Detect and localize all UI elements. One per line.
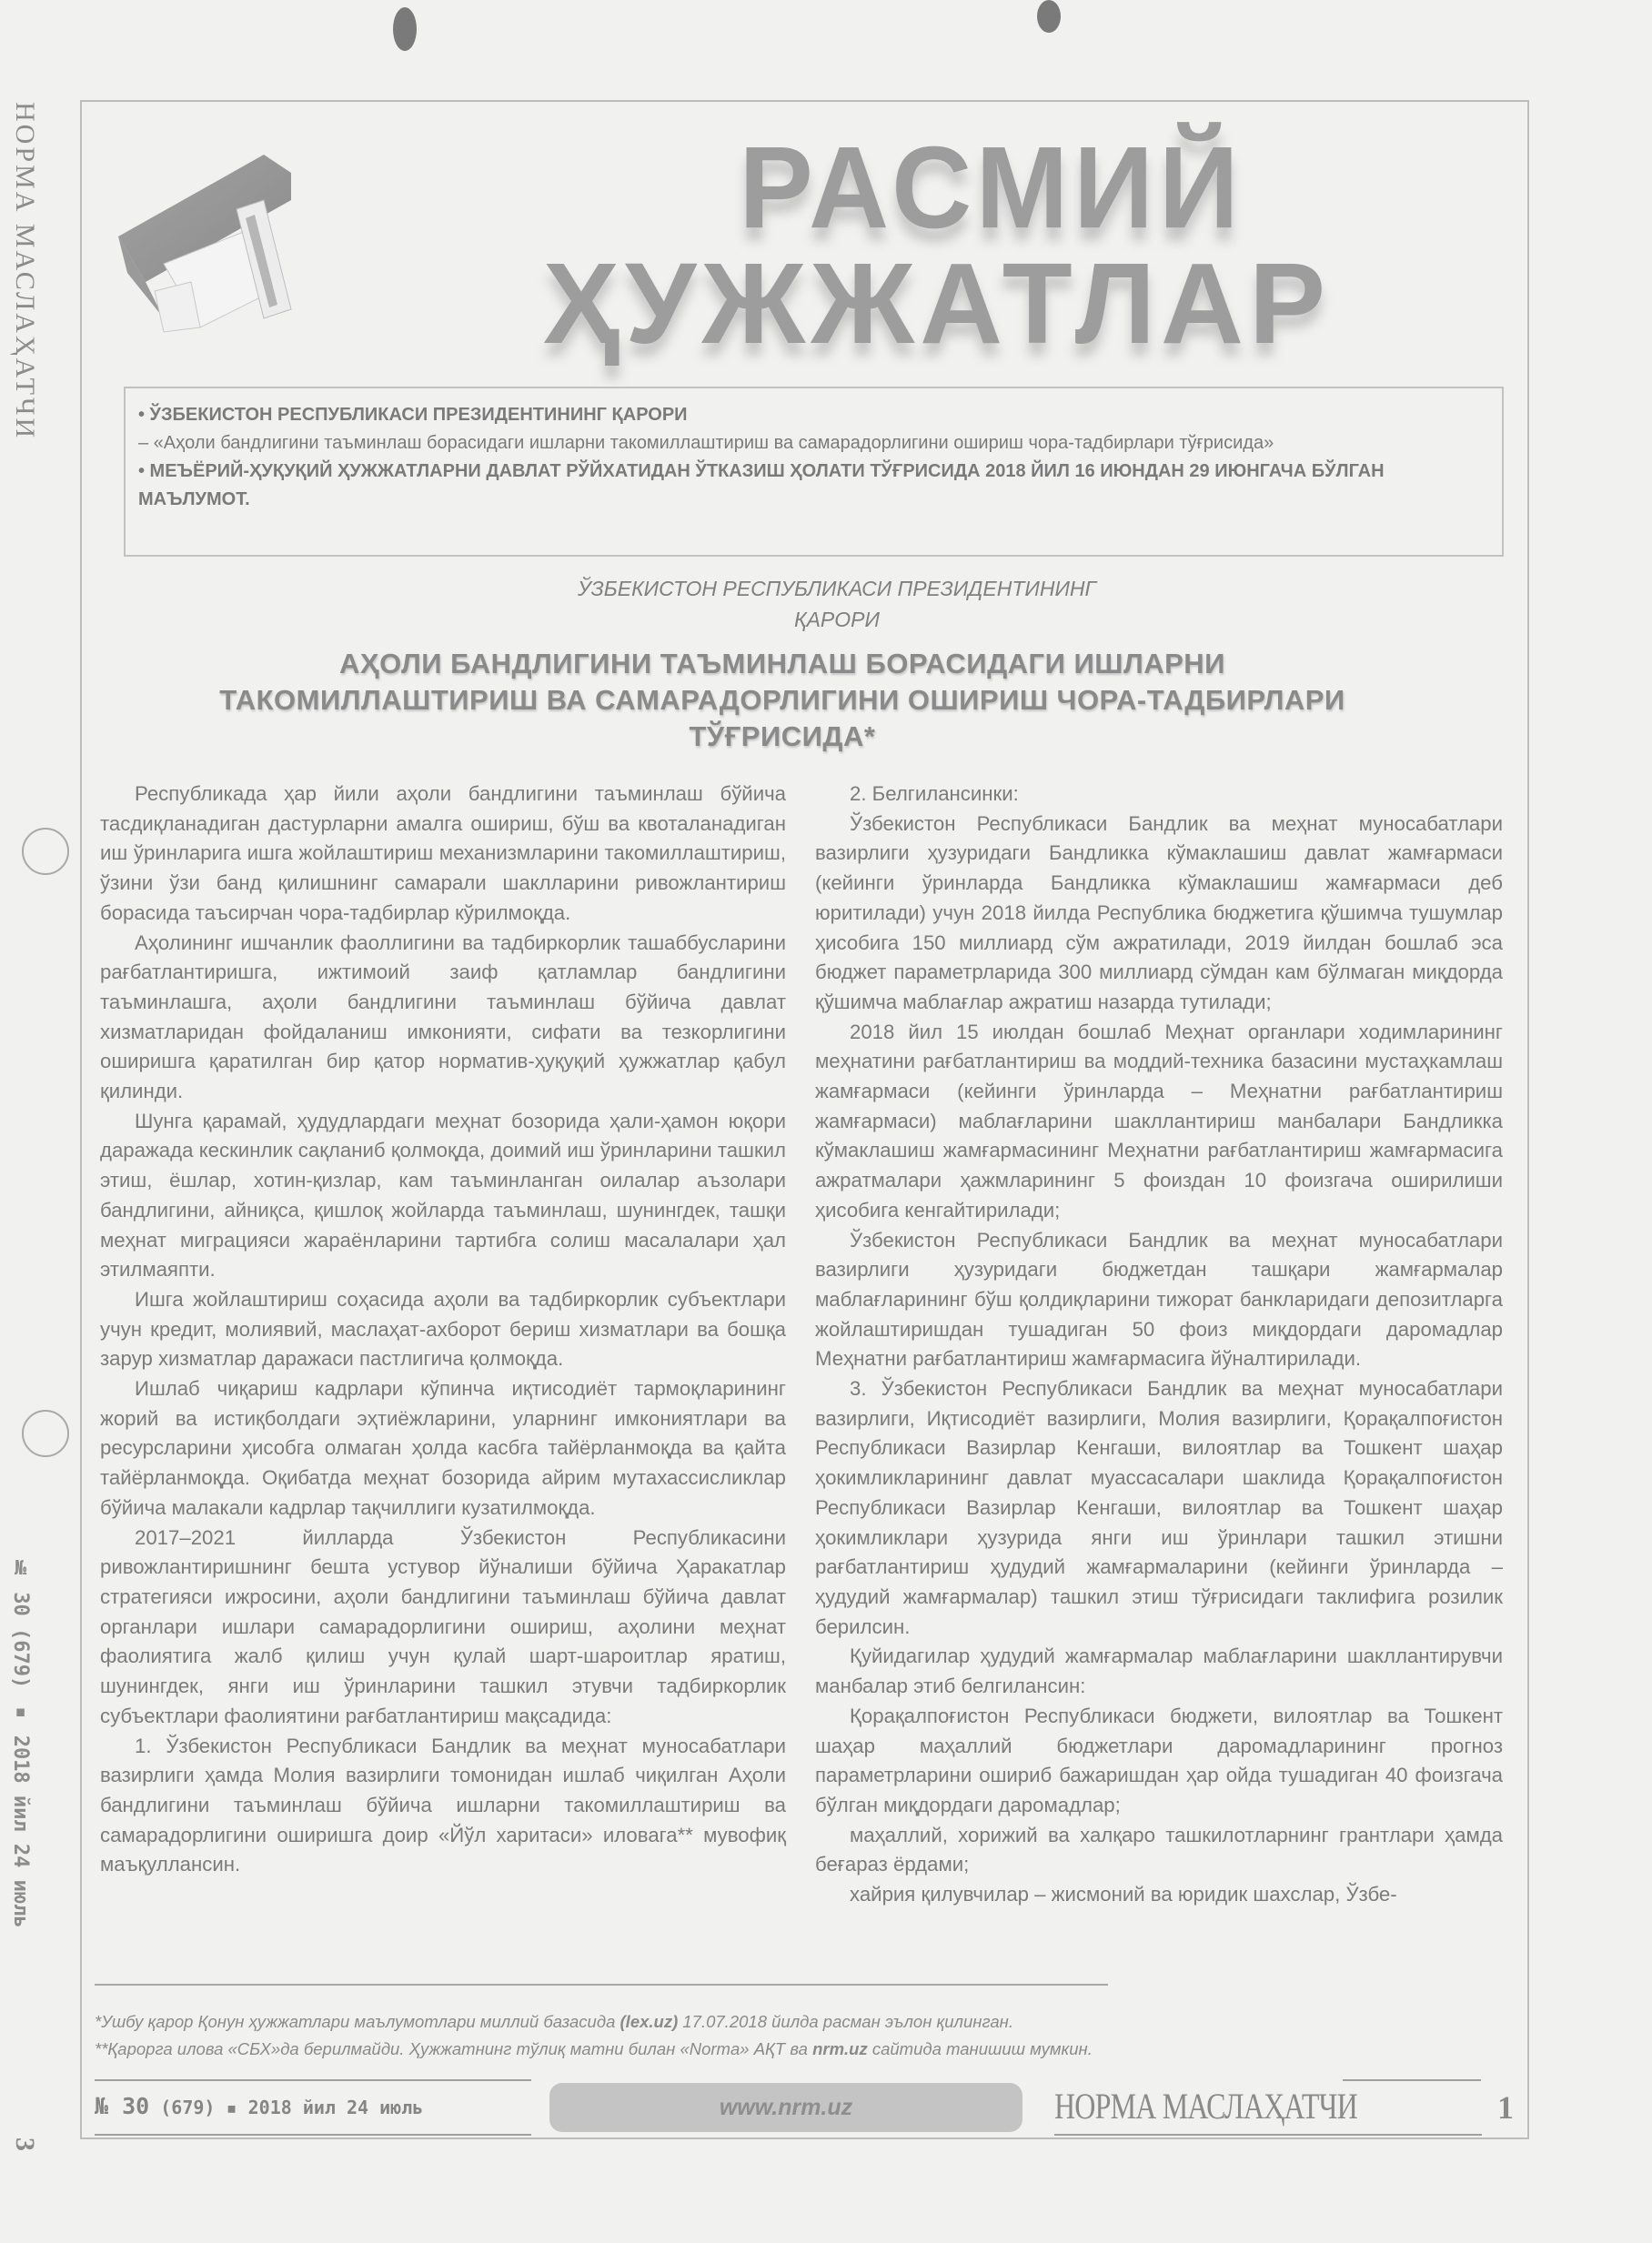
footer-publication-title <box>1054 2079 1482 2136</box>
paragraph: 3. Ўзбекистон Республикаси Бандлик ва меҳнат муносабатлари вазирлиги, Иқтисодиёт вазирлиги, Молия вазирлиги, Қорақалпоғистон Республикаси Вазирлар Кенгаши, вилоятлар ва Тошкент шаҳар ҳокимликларининг давлат муассасалари шаклида Қорақалпоғистон Республикаси Вазирлар Кенгаши, вилоятлар ва Тошкент шаҳар ҳокимликлари ҳузурида янги иш ўринлари ташкил этишни рағбатлантириш ҳудудий жамғармаларини (кейинги ўринларда – ҳудудий жамғармалар) ташкил этиш тўғрисидаги таклифига розилик берилсин. <box>815 1377 1503 1638</box>
section-banner-title <box>400 122 1474 367</box>
footer-issue-total: (679) <box>160 2097 216 2118</box>
paragraph: Ўзбекистон Республикаси Бандлик ва меҳнат муносабатлари вазирлиги ҳузуридаги бюджетдан ташқари жамғармалар маблағларининг бўш қолдиқларини тижорат банкларидаги депозитларга жойлаштиришдан тушадиган 50 фоиз миқдордаги даромадлар Меҳнатни рағбатлантириш жамғармасига йўналтирилади. <box>815 1228 1503 1371</box>
paragraph: 2. Белгилансинки: <box>850 782 1019 805</box>
banner-line-2: ҲУЖЖАТЛАР <box>542 239 1332 367</box>
issuer-line-1: ЎЗБЕКИСТОН РЕСПУБЛИКАСИ ПРЕЗИДЕНТИНИНГ <box>577 577 1097 600</box>
issuer-line-2: ҚАРОРИ <box>794 608 880 631</box>
contents-item-2-heading: • МЕЪЁРИЙ-ҲУҚУҚИЙ ҲУЖЖАТЛАРНИ ДАВЛАТ РЎЙХАТИДАН ЎТКАЗИШ ҲОЛАТИ ТЎҒРИСИДА 2018 ЙИЛ 16 ИЮНДАН 29 ИЮНГАЧА БЎЛГАН МАЪЛУМОТ. <box>138 461 1385 509</box>
document-title: АҲОЛИ БАНДЛИГИНИ ТАЪМИНЛАШ БОРАСИДАГИ ИШЛАРНИ ТАКОМИЛЛАШТИРИШ ВА САМАРАДОРЛИГИНИ ОШИРИШ ЧОРА-ТАДБИРЛАРИ ТЎҒРИСИДА* <box>219 648 1345 752</box>
paragraph: 2017–2021 йилларда Ўзбекистон Республикасини ривожлантиришнинг бешта устувор йўналиши бўйича Ҳаракатлар стратегияси ижросини, аҳоли бандлигини таъминлаш бўйича давлат органлари ишлари самарадорлигини ошириш, аҳолини меҳнат фаолиятига жалб қилиш учун қулай шарт-шароитлар яратиш, шунингдек, янги иш ўринларини ташкил этувчи тадбиркорлик субъектлари фаолиятини рағбатлантириш мақсадида: <box>100 1525 786 1727</box>
paragraph: хайрия қилувчилар – жисмоний ва юридик шахслар, Ўзбе- <box>850 1883 1397 1906</box>
issue-contents-box <box>124 387 1504 557</box>
binder-hole <box>393 7 417 51</box>
footnote-2-text-end: сайтида танишиш мумкин. <box>867 2039 1093 2058</box>
footer-issue-info <box>95 2079 531 2136</box>
footnote-divider <box>95 1984 1108 1986</box>
spine-publication-title: НОРМА МАСЛАҲАТЧИ <box>10 102 40 441</box>
left-text-column <box>100 780 786 1880</box>
paragraph: Республикада ҳар йили аҳоли бандлигини таъминлаш бўйича тасдиқланадиган дастурларни амалга ошириш, бўш ва квоталанадиган иш ўринларига ишга жойлаштириш механизмларини такомиллаштириш, ўзини ўзи банд қилишнинг самарали шаклларини ривожлантириш борасида таъсирчан чора-тадбирлар кўрилмоқда. <box>100 782 786 924</box>
paragraph: Аҳолининг ишчанлик фаоллигини ва тадбиркорлик ташаббусларини рағбатлантиришга, ижтимоий заиф қатламлар бандлигини таъминлашга, аҳоли бандлигини таъминлаш бўйича давлат хизматларидан фойдаланиш имконияти, сифати ва тезкорлигини оширишга қаратилган бир қатор норматив-ҳуқуқий ҳужжатлар қабул қилинди. <box>100 930 786 1103</box>
paragraph: Қуйидагилар ҳудудий жамғармалар маблағларини шакллантирувчи манбалар этиб белгилансин: <box>815 1645 1503 1698</box>
banner-line-1: РАСМИЙ <box>739 122 1244 253</box>
folder-with-papers-icon <box>109 136 346 346</box>
footer-page-number: 1 <box>1497 2089 1514 2126</box>
paragraph: Ишлаб чиқариш кадрлари кўпинча иқтисодиёт тармоқларининг жорий ва истиқболдаги эҳтиёжларини, уларнинг имкониятлари ва ресурсларини ҳисобга олмаган ҳолда касбга тайёрланмоқда ва қайта тайёрланмоқда. Оқибатда меҳнат бозорида айрим мутахассисликлар бўйича малакали кадрлар тақчиллиги кузатилмоқда. <box>100 1377 786 1519</box>
footer-separator: ▪ <box>226 2097 237 2118</box>
footnote-1-text: *Ушбу қарор Қонун ҳужжатлари маълумотлари миллий базасида <box>95 2012 620 2031</box>
paragraph: маҳаллий, хорижий ва халқаро ташкилотларнинг грантлари ҳамда беғараз ёрдами; <box>815 1823 1503 1876</box>
contents-item-1-text: – «Аҳоли бандлигини таъминлаш борасидаги ишларни такомиллаштириш ва самарадорлигини ошириш чора-тадбирлари тўғрисида» <box>138 433 1274 453</box>
spine-issue-info: № 30 (679) ▪ 2018 йил 24 июль <box>9 1557 32 1928</box>
footnote-2-text: **Қарорга илова «СБХ»да берилмайди. Ҳужжатнинг тўлиқ матни билан «Norma» АҚТ ва <box>95 2039 813 2058</box>
paragraph: Қорақалпоғистон Республикаси бюджети, вилоятлар ва Тошкент шаҳар маҳаллий бюджетлари даромадларининг прогноз параметрларини ошириб бажаришдан ҳар ойда тушадиган 40 фоизгача бўлган миқдордаги даромадлар; <box>815 1704 1503 1816</box>
footnote-1-link: (lex.uz) <box>620 2012 679 2031</box>
binder-hole <box>1037 0 1061 33</box>
paragraph: 2018 йил 15 июлдан бошлаб Меҳнат органлари ходимларининг меҳнатини рағбатлантириш ва моддий-техника базасини мустаҳкамлаш жамғармаси (кейинги ўринларда – Меҳнатни рағбатлантириш жамғармаси) маблағларини шакллантириш манбалари Бандликка кўмаклашиш жамғармасининг Меҳнатни рағбатлантириш жамғармасига ажратмалари ҳажмларининг 5 фоиздан 10 фоизгача оширилиши ҳисобига кенгайтирилади; <box>815 1020 1503 1222</box>
right-text-column <box>815 780 1503 1910</box>
footnote-1-text-end: 17.07.2018 йилда расман эълон қилинган. <box>678 2012 1013 2031</box>
spine-page-number: 3 <box>10 2137 40 2151</box>
footer-publication-name: НОРМА МАСЛАҲАТЧИ <box>1054 2086 1357 2127</box>
footer-issue-number: № 30 <box>95 2093 150 2119</box>
footer-date: 2018 йил 24 июль <box>247 2097 424 2118</box>
binder-ring-mark <box>22 828 69 875</box>
footnotes <box>95 2008 1496 2063</box>
contents-item-1-heading: • ЎЗБЕКИСТОН РЕСПУБЛИКАСИ ПРЕЗИДЕНТИНИНГ ҚАРОРИ <box>138 405 688 425</box>
binder-ring-mark <box>22 1410 69 1457</box>
paragraph: Ўзбекистон Республикаси Бандлик ва меҳнат муносабатлари вазирлиги ҳузуридаги Бандликка кўмаклашиш давлат жамғармаси (кейинги ўринларда Бандликка кўмаклашиш жамғармаси деб юритилади) учун 2018 йилда Республика бюджетига қўшимча тушумлар ҳисобига 150 миллиард сўм ажратилади, 2019 йилдан бошлаб эса бюджет параметрларида 300 миллиард сўмдан кам бўлмаган миқдорда қўшимча маблағлар ажратиш назарда тутилади; <box>815 811 1503 1013</box>
footnote-2-link: nrm.uz <box>812 2039 868 2058</box>
footnote-2 <box>95 2036 1496 2063</box>
page-footer <box>95 2079 1514 2136</box>
paragraph: Ишга жойлаштириш соҳасида аҳоли ва тадбиркорлик субъектлари учун кредит, молиявий, маслаҳат-ахборот бериш хизматлари ва бошқа зарур хизматлар даражаси пастлигича қолмоқда. <box>100 1287 786 1371</box>
footer-website-link[interactable]: www.nrm.uz <box>549 2083 1022 2132</box>
footnote-1 <box>95 2008 1496 2036</box>
document-issuer <box>400 573 1274 635</box>
paragraph: Шунга қарамай, ҳудудлардаги меҳнат бозорида ҳали-ҳамон юқори даражада кескинлик сақланиб қолмоқда, доимий иш ўринларини ташкил этиш, ёшлар, хотин-қизлар, кам таъминланган оилалар аъзолари бандлигини, айниқса, қишлоқ жойларда таъминлаш, шунингдек, ташқи меҳнат миграцияси жараёнларини тартибга солиш масалалари ҳал этилмаяпти. <box>100 1109 786 1282</box>
paragraph: 1. Ўзбекистон Республикаси Бандлик ва меҳнат муносабатлари вазирлиги ҳамда Молия вазирлиги томонидан ишлаб чиқилган Аҳоли бандлигини таъминлаш бўйича ишларни такомиллаштириш ва самарадорлигини оширишга доир «Йўл харитаси» иловага** мувофиқ маъқуллансин. <box>100 1734 786 1876</box>
